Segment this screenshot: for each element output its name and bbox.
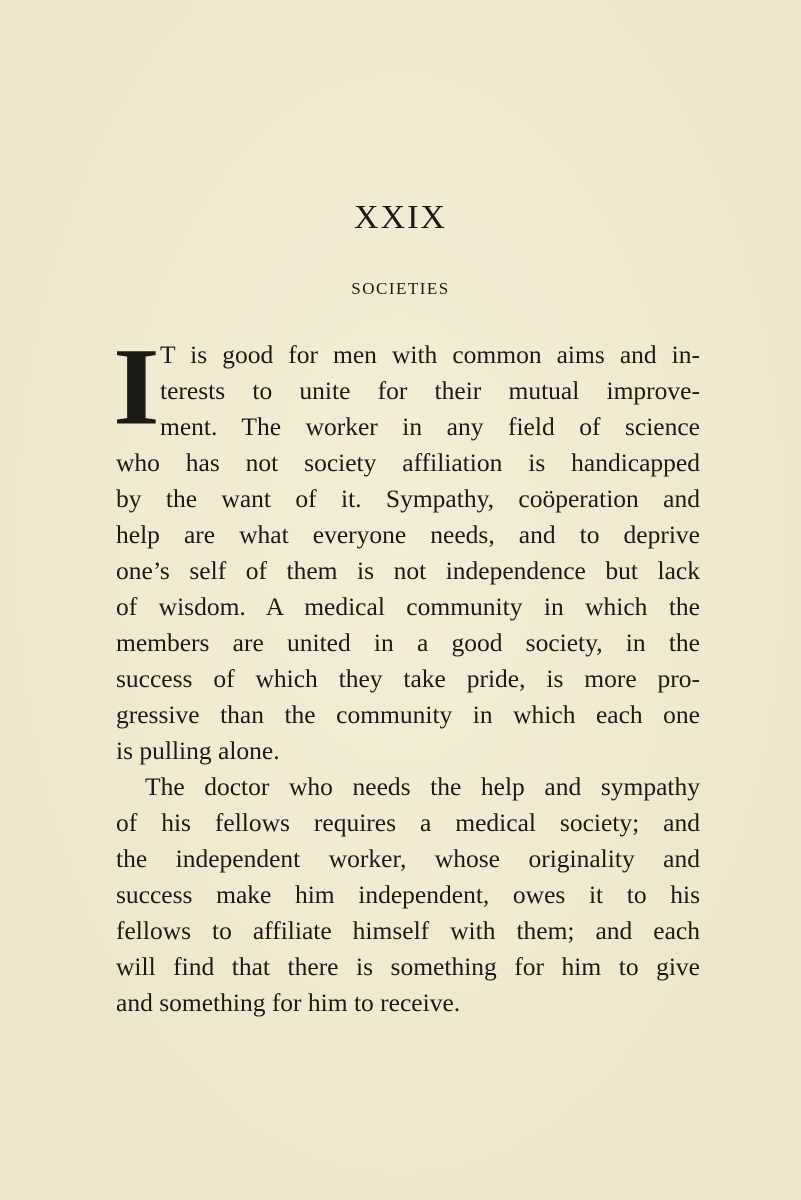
- paragraph-line: T is good for men with common aims and in-: [160, 340, 700, 369]
- paragraph-line: ment. The worker in any field of science: [160, 412, 700, 441]
- paragraph-line: The doctor who needs the help and sympathy: [145, 772, 700, 801]
- paragraph-line: success of which they take pride, is more pro-: [116, 664, 700, 693]
- paragraph-line: will find that there is something for him to give: [116, 952, 700, 981]
- paragraph-line: gressive than the community in which each one: [116, 700, 700, 729]
- chapter-number: XXIX: [354, 199, 447, 236]
- paragraph-line: help are what everyone needs, and to deprive: [116, 520, 700, 549]
- paragraph-line: and something for him to receive.: [116, 988, 461, 1017]
- paragraph-line: of wisdom. A medical community in which the: [116, 592, 700, 621]
- paragraph-line: is pulling alone.: [116, 736, 280, 765]
- paragraph-line: who has not society affiliation is handicapped: [116, 448, 700, 477]
- drop-cap: I: [113, 324, 160, 448]
- paragraph-line: one’s self of them is not independence but lack: [116, 556, 700, 585]
- chapter-title: SOCIETIES: [351, 279, 450, 298]
- paragraph-line: of his fellows requires a medical society; and: [116, 808, 700, 837]
- paragraph-line: terests to unite for their mutual improve-: [160, 376, 700, 405]
- paragraph-line: success make him independent, owes it to his: [116, 880, 700, 909]
- paragraph-line: by the want of it. Sympathy, coöperation and: [116, 484, 700, 513]
- paragraph-line: fellows to affiliate himself with them; and each: [116, 916, 700, 945]
- paragraph-line: members are united in a good society, in the: [116, 628, 700, 657]
- paragraph-line: the independent worker, whose originality and: [116, 844, 700, 873]
